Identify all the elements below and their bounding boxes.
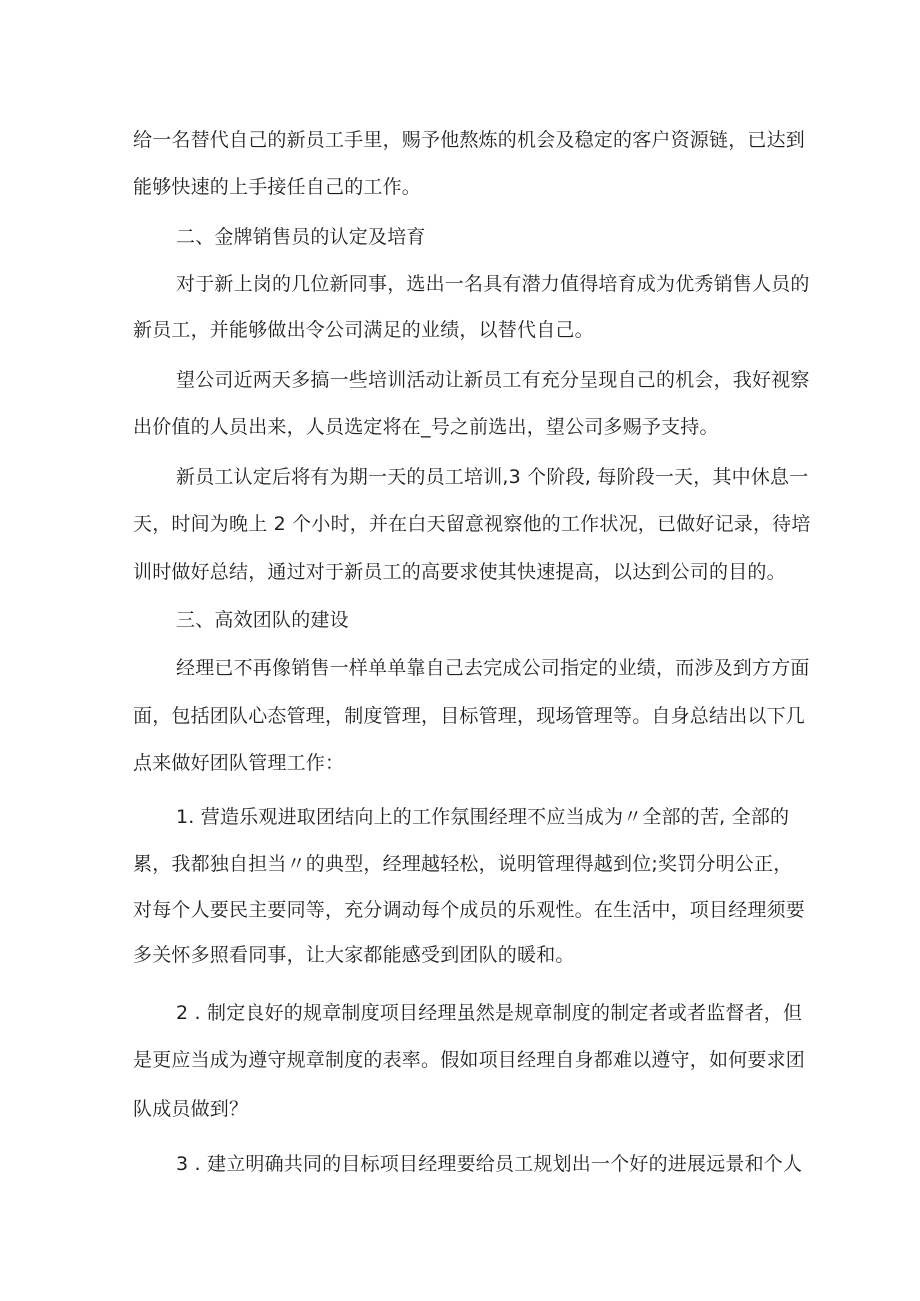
section-heading: 二、金牌销售员的认定及培育 [176, 226, 426, 248]
text-line: 能够快速的上手接任自己的工作。 [133, 176, 422, 198]
list-item-line: 2 . 制定良好的规章制度项目经理虽然是规章制度的制定者或者监督者，但 [176, 1002, 803, 1024]
text-line: 给一名替代自己的新员工手里，赐予他熬炼的机会及稳定的客户资源链，已达到 [133, 129, 806, 151]
text-line: 面，包括团队心态管理，制度管理，目标管理，现场管理等。自身总结出以下几 [133, 705, 806, 727]
section-heading: 三、高效团队的建设 [176, 609, 349, 631]
list-item-line: 累，我都独自担当〃的典型，经理越轻松，说明管理得越到位;奖罚分明公正， [133, 853, 793, 875]
text-line: 天，时间为晚上 2 个小时，并在白天留意视察他的工作状况，已做好记录，待培 [133, 513, 811, 535]
list-item-line: 1. 营造乐观进取团结向上的工作氛围经理不应当成为〃全部的苦, 全部的 [176, 806, 790, 828]
text-line: 训时做好总结，通过对于新员工的高要求使其快速提高，以达到公司的目的。 [133, 561, 786, 583]
text-line: 点来做好团队管理工作： [133, 752, 345, 774]
list-item-line: 3 . 建立明确共同的目标项目经理要给员工规划出一个好的进展远景和个人 [176, 1153, 803, 1175]
text-line: 新员工，并能够做出令公司满足的业绩，以替代自己。 [133, 319, 594, 341]
text-line: 新员工认定后将有为期一天的员工培训,3 个阶段, 每阶段一天，其中休息一 [176, 466, 809, 488]
text-line: 望公司近两天多搞一些培训活动让新员工有充分呈现自己的机会，我好视察 [176, 369, 810, 391]
list-item-line: 是更应当成为遵守规章制度的表率。假如项目经理自身都难以遵守，如何要求团 [133, 1049, 806, 1071]
list-item-line: 队成员做到？ [133, 1098, 249, 1120]
text-line: 出价值的人员出来，人员选定将在_号之前选出，望公司多赐予支持。 [133, 416, 719, 438]
text-line: 对于新上岗的几位新同事，选出一名具有潜力值得培育成为优秀销售人员的 [176, 273, 810, 295]
text-line: 经理已不再像销售一样单单靠自己去完成公司指定的业绩，而涉及到方方面 [176, 657, 810, 679]
list-item-line: 对每个人要民主要同等，充分调动每个成员的乐观性。在生活中，项目经理须要 [133, 899, 806, 921]
list-item-line: 多关怀多照看同事，让大家都能感受到团队的暖和。 [133, 944, 575, 966]
